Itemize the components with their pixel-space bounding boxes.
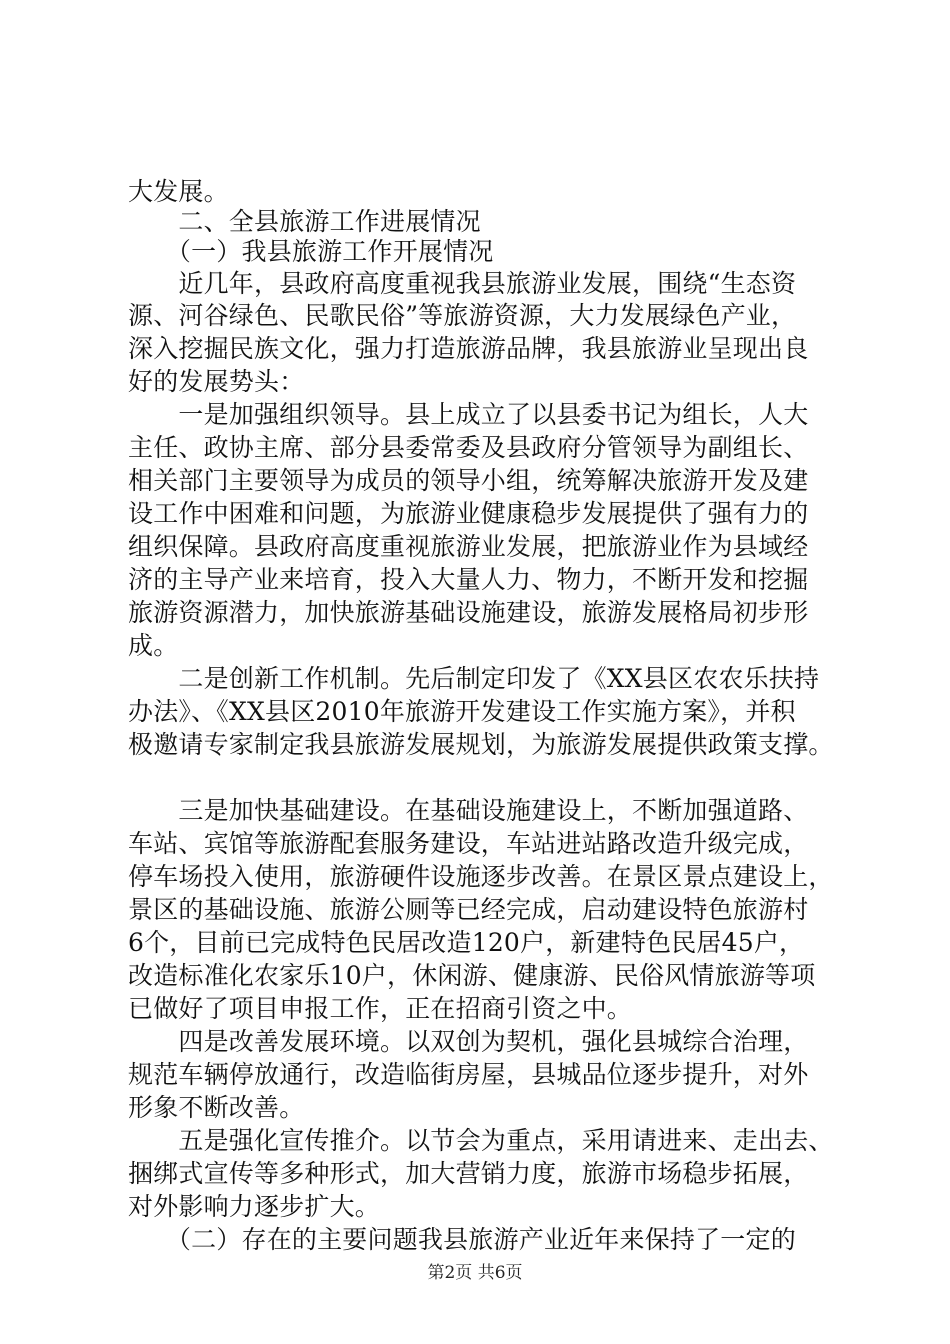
text-line: 三是加快基础建设。在基础设施建设上，不断加强道路、	[128, 796, 809, 825]
text-line: 对外影响力逐步扩大。	[128, 1192, 381, 1221]
text-line: 6个，目前已完成特色民居改造120户，新建特色民居45户，	[128, 928, 805, 957]
text-line: 已做好了项目申报工作，正在招商引资之中。	[128, 994, 633, 1023]
text-line: （二）存在的主要问题我县旅游产业近年来保持了一定的	[128, 1225, 796, 1254]
text-line: 办法》、《XX县区2010年旅游开发建设工作实施方案》，并积	[128, 697, 796, 726]
text-line: 主任、政协主席、部分县委常委及县政府分管领导为副组长、	[128, 433, 809, 462]
text-line: 组织保障。县政府高度重视旅游业发展，把旅游业作为县域经	[128, 532, 809, 561]
text-line: 大发展。	[128, 177, 229, 206]
page-number: 第2页 共6页	[427, 1263, 523, 1283]
subsection-heading: （一）我县旅游工作开展情况	[128, 237, 494, 266]
text-line: 旅游资源潜力，加快旅游基础设施建设，旅游发展格局初步形	[128, 598, 809, 627]
text-line: 形象不断改善。	[128, 1093, 305, 1122]
text-line: 一是加强组织领导。县上成立了以县委书记为组长，人大	[128, 400, 809, 429]
text-line: 源、河谷绿色、民歌民俗”等旅游资源，大力发展绿色产业，	[128, 301, 797, 330]
text-line: 相关部门主要领导为成员的领导小组，统筹解决旅游开发及建	[128, 466, 809, 495]
text-line: 四是改善发展环境。以双创为契机，强化县城综合治理，	[128, 1027, 809, 1056]
text-line: 济的主导产业来培育，投入大量人力、物力，不断开发和挖掘	[128, 565, 809, 594]
text-line: 车站、宾馆等旅游配套服务建设，车站进站路改造升级完成，	[128, 829, 809, 858]
text-line: 五是强化宣传推介。以节会为重点，采用请进来、走出去、	[128, 1126, 834, 1155]
text-line: 近几年，县政府高度重视我县旅游业发展，围绕“生态资	[128, 269, 797, 298]
text-line: 成。	[128, 631, 179, 660]
text-line: 改造标准化农家乐10户，休闲游、健康游、民俗风情旅游等项	[128, 961, 816, 990]
text-line: 极邀请专家制定我县旅游发展规划，为旅游发展提供政策支撑。	[128, 730, 834, 759]
section-heading: 二、全县旅游工作进展情况	[128, 207, 481, 236]
text-line: 捆绑式宣传等多种形式，加大营销力度，旅游市场稳步拓展，	[128, 1159, 809, 1188]
text-line: 规范车辆停放通行，改造临街房屋，县城品位逐步提升，对外	[128, 1060, 809, 1089]
text-line: 好的发展势头：	[128, 367, 305, 396]
text-line: 停车场投入使用，旅游硬件设施逐步改善。在景区景点建设上，	[128, 862, 834, 891]
text-line: 二是创新工作机制。先后制定印发了《XX县区农农乐扶持	[128, 664, 820, 693]
text-line: 设工作中困难和问题，为旅游业健康稳步发展提供了强有力的	[128, 499, 809, 528]
text-line: 深入挖掘民族文化，强力打造旅游品牌，我县旅游业呈现出良	[128, 334, 809, 363]
text-line: 景区的基础设施、旅游公厕等已经完成，启动建设特色旅游村	[128, 895, 809, 924]
